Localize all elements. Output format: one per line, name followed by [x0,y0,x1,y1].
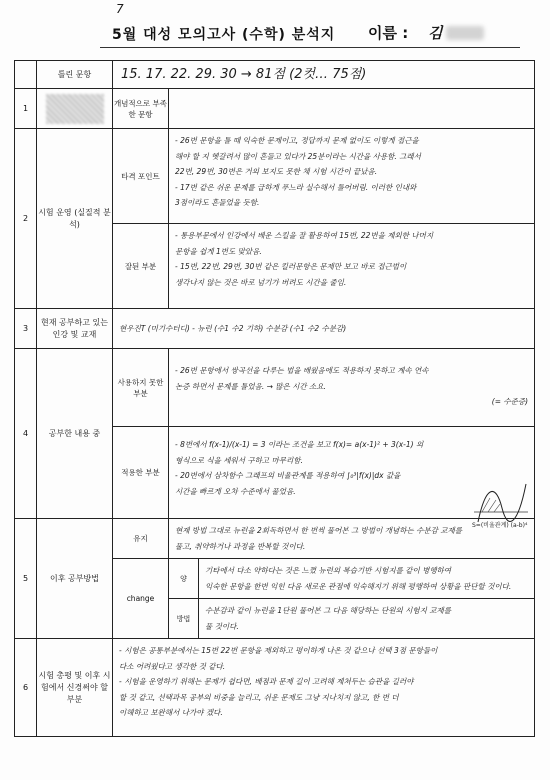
redacted-name [446,26,484,40]
text-line: 22번, 29번, 30번은 거의 보지도 못한 채 시험 시간이 끝났음. [175,167,378,176]
text-line: 형식으로 식을 세워서 구하고 마무리함. [175,455,303,465]
good-part-text [169,224,535,309]
not-used-text [169,349,535,427]
amount-label: 양 [169,559,199,599]
concept-weak-label: 개념적으로 부족한 문항 [113,89,169,129]
exam-review-label: 시험 총평 및 이후 시험에서 신경써야 할 부분 [37,639,113,737]
analysis-table [14,60,535,737]
text-line: - 17번 같은 쉬운 문제를 급하게 푸느라 실수해서 틀어버림. 이러한 인내와 [175,182,417,192]
row-6 [15,639,535,737]
text-line: 3점이라도 흔들었을 듯함. [175,198,260,207]
future-study-label: 이후 공부방법 [37,519,113,639]
title-underline [100,47,520,48]
name-label: 이름 : [368,24,409,42]
row-number: 6 [15,639,37,737]
text-line: 기타에서 다소 약하다는 것은 느꼈 뉴런의 복습기반 시험지를 같이 병행하여 [205,566,452,575]
keep-label: 유지 [113,519,169,559]
text-line: - 26번 문항을 틀 때 익숙한 문제이고, 정답까지 문제 없이도 이렇게 접근을 [175,136,419,145]
current-lecture-label: 현재 공부하고 있는 인강 및 교재 [37,309,113,349]
row-1 [15,89,535,129]
text-line: 수분감과 같이 뉴런을 1단원 풀어본 그 다음 해당하는 단원의 시험지 교재를 [205,606,451,615]
concept-weak-value [169,89,535,129]
not-used-note: (= 수준증) [491,397,529,406]
cubic-graph-sketch [470,478,532,528]
row-number-empty [15,61,37,89]
applied-label: 적용한 부분 [113,427,169,519]
page-title: 5월 대성 모의고사 (수학) 분석지 [112,27,336,43]
text-line: 풀고, 취약하거나 과정을 반복할 것이다. [175,541,306,551]
text-line: - 20번에서 삼차함수 그래프의 비율관계를 적용하여 ∫₀³|f(x)|dx 값을 [175,471,401,480]
text-line: - 26번 문항에서 쌍곡선을 다루는 법을 배웠음에도 적용하지 못하고 계속 연속 [175,366,429,375]
text-line: 풀 것이다. [205,621,239,631]
current-lecture-value: 현우진T (미기수터디) - 뉴런 (수1 수2 기하) 수분감 (수1 수2 수분감) [113,309,535,349]
exam-management-label: 시험 운영 (실질적 분석) [37,129,113,309]
row-number: 3 [15,309,37,349]
name-value: 김 [428,24,443,42]
redacted-image [46,94,104,124]
row-3 [15,309,535,349]
text-line: 할 것 같고, 선택과목 공부의 비중을 늘리고, 쉬운 문제도 그냥 지나치지 않고, 한 번 더 [119,692,399,702]
row-number: 2 [15,129,37,309]
text-line: 해야 할 지 헷갈려서 많이 흔들고 있다가 25분이라는 시간을 사용함. 그래서 [175,151,421,161]
good-part-label: 잘된 부분 [113,224,169,309]
concept-question-image [37,89,113,129]
text-line: 현재 방법 그대로 뉴런을 2회독하면서 한 번씩 풀어본 그 방법이 개념하는 수분감 교재를 [175,526,462,535]
text-line: - 시험은 공통부분에서는 15번 22번 문항을 제외하고 평이하게 나온 것 같으나 선택 3점 문항들이 [119,646,438,655]
sketch-label: S=(비율관계) (a-b)⁴ [472,522,528,528]
text-line: 이해하고 보완해서 나가야 겠다. [119,708,223,717]
exam-review-text [113,639,535,737]
text-line: 논증 하면서 문제를 틀었음. → 많은 시간 소요. [175,381,326,391]
row-4-notused [15,349,535,427]
studied-content-label: 공부한 내용 중 [37,349,113,519]
target-point-text [169,129,535,224]
text-line: - 시험을 운영하기 위해는 문제가 쉽다면, 배점과 문제 길이 고려해 제쳐두는 습관을 길러야 [119,677,414,686]
row-5-keep [15,519,535,559]
text-line: 시간을 빠르게 오차 수준에서 풀었음. [175,486,296,496]
row-number: 4 [15,349,37,519]
method-text [199,599,535,639]
row-2-target [15,129,535,224]
text-line: 문항을 쉽게 1번도 맞았음. [175,246,262,256]
text-line: - 15번, 22번, 29번, 30번 같은 킬러문항은 문제만 보고 바로 접근법이 [175,262,407,271]
wrong-questions-value: 15. 17. 22. 29. 30 → 81점 (2컷… 75점) [113,61,535,89]
amount-text [199,559,535,599]
change-label: change [113,559,169,639]
text-line: 생각나지 않는 것은 바로 넘기가 버려도 시간을 줄임. [175,277,347,287]
handwritten-mark: 7 [116,2,124,16]
wrong-questions-label: 틀린 문항 [37,61,113,89]
text-line: 다소 어려웠다고 생각한 것 같다. [119,661,226,671]
not-used-label: 사용하지 못한 부분 [113,349,169,427]
text-line: - 8번에서 f(x-1)/(x-1) = 3 이라는 조건을 보고 f(x)= a(x-1)² + 3(x-1) 의 [175,440,424,449]
wrong-questions-row [15,61,535,89]
target-point-label: 타격 포인트 [113,129,169,224]
text-line: - 통용부문에서 인강에서 배운 스킬을 잘 활용하여 15번, 22번을 제외한 나머지 [175,231,434,240]
row-number: 5 [15,519,37,639]
row-number: 1 [15,89,37,129]
text-line: 익숙한 문항을 한번 익힌 다음 새로운 관점에 익숙해지기 위해 평행하여 상황을 판단할 것이다. [205,581,512,591]
method-label: 방법 [169,599,199,639]
sketch-curve [478,484,526,522]
